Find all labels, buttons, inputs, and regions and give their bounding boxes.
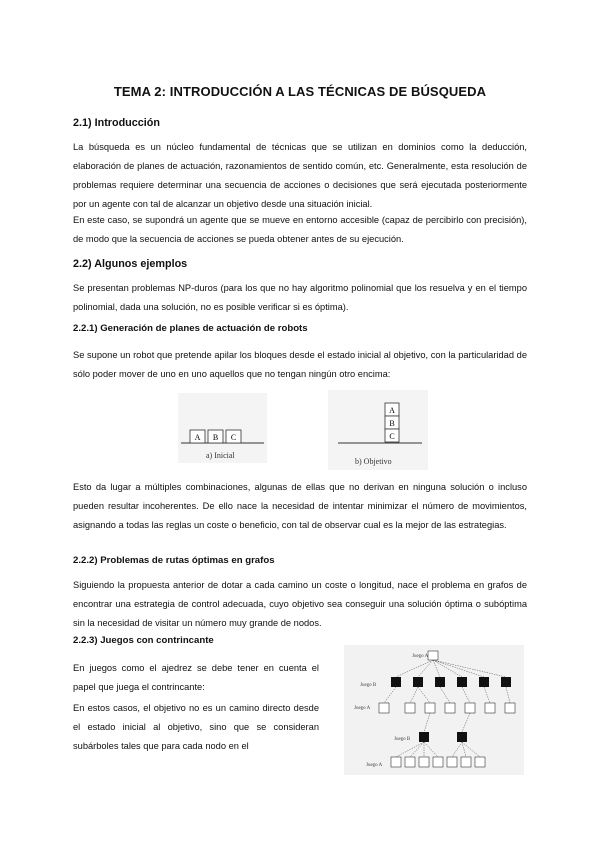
section-2-2-3-paragraph-1: En juegos como el ajedrez se debe tener en cuenta el papel que juega el contrincante: [73, 663, 319, 692]
tree-level-label-4: Juego A [366, 763, 383, 768]
goal-block-a: A [389, 406, 395, 415]
tree-level-label-3: Juego B [394, 737, 411, 742]
game-tree-diagram [344, 645, 524, 775]
block-a: A [194, 433, 201, 442]
goal-block-c: C [389, 432, 395, 441]
section-2-2-3-heading: 2.2.3) Juegos con contrincante [73, 635, 214, 646]
section-2-2-1-paragraph-2: Esto da lugar a múltiples combinaciones, algunas de ellas que no derivan en ninguna solución o incluso pueden resultar incoherentes. De ello nace la necesidad de intentar minimizar el número de movimientos, asignando a todas las reglas un coste o beneficio, con tal de observar cual es la mejor de las estrategias. [73, 482, 527, 530]
section-2-2-3-paragraph-2: En estos casos, el objetivo no es un camino directo desde el estado inicial al objetivo, sino que se consideran subárboles tales que para cada nodo en el [73, 703, 319, 751]
section-2-1-heading: 2.1) Introducción [73, 117, 160, 129]
goal-block-b: B [389, 419, 395, 428]
page-title: TEMA 2: INTRODUCCIÓN A LAS TÉCNICAS DE BÚSQUEDA [113, 84, 487, 99]
section-2-1-paragraph-2: En este caso, se supondrá un agente que se mueve en entorno accesible (capaz de percibirlo con precisión), de modo que la secuencia de acciones se pueda obtener antes de su ejecución. [73, 215, 527, 244]
figure-game-tree [344, 645, 524, 775]
section-2-2-1-heading: 2.2.1) Generación de planes de actuación de robots [73, 323, 308, 334]
section-2-2-2-heading: 2.2.2) Problemas de rutas óptimas en grafos [73, 555, 275, 566]
block-c: C [230, 433, 237, 442]
caption-initial: a) Inicial [206, 451, 235, 460]
tree-level-label-2: Juego A [354, 706, 371, 711]
caption-goal: b) Objetivo [355, 457, 392, 466]
tree-level-label-1: Juego B [360, 683, 377, 688]
section-2-2-2-paragraph-1: Siguiendo la propuesta anterior de dotar a cada camino un coste o longitud, nace el problema en grafos de encontrar una estrategia de control adecuada, cuyo objetivo sea conseguir una solución óptima o subóptima sin la necesidad de visitar un número muy grande de nodos. [73, 580, 527, 628]
section-2-1-paragraph-1: La búsqueda es un núcleo fundamental de técnicas que se utilizan en dominios como la deducción, elaboración de planes de actuación, razonamientos de sentido común, etc. Generalmente, esta resolución de problemas requiere determinar una secuencia de acciones o decisiones que será ejecutada posteriormente por un agente con tal de alcanzar un objetivo desde una situación inicial. [73, 142, 527, 209]
section-2-2-paragraph-1: Se presentan problemas NP-duros (para los que no hay algoritmo polinomial que los resuelva y en el tiempo polinomial, dada una solución, no es posible verificar si es óptima). [73, 283, 527, 312]
section-2-2-1-paragraph-1: Se supone un robot que pretende apilar los bloques desde el estado inicial al objetivo, con la particularidad de sólo poder mover de uno en uno aquellos que no tengan ningún otro encima: [73, 350, 527, 379]
block-b: B [212, 433, 219, 442]
figure-initial-state [178, 393, 267, 463]
section-2-2-heading: 2.2) Algunos ejemplos [73, 258, 188, 270]
tree-level-label-0: Juego A [412, 654, 429, 659]
figure-goal-state [328, 390, 428, 470]
